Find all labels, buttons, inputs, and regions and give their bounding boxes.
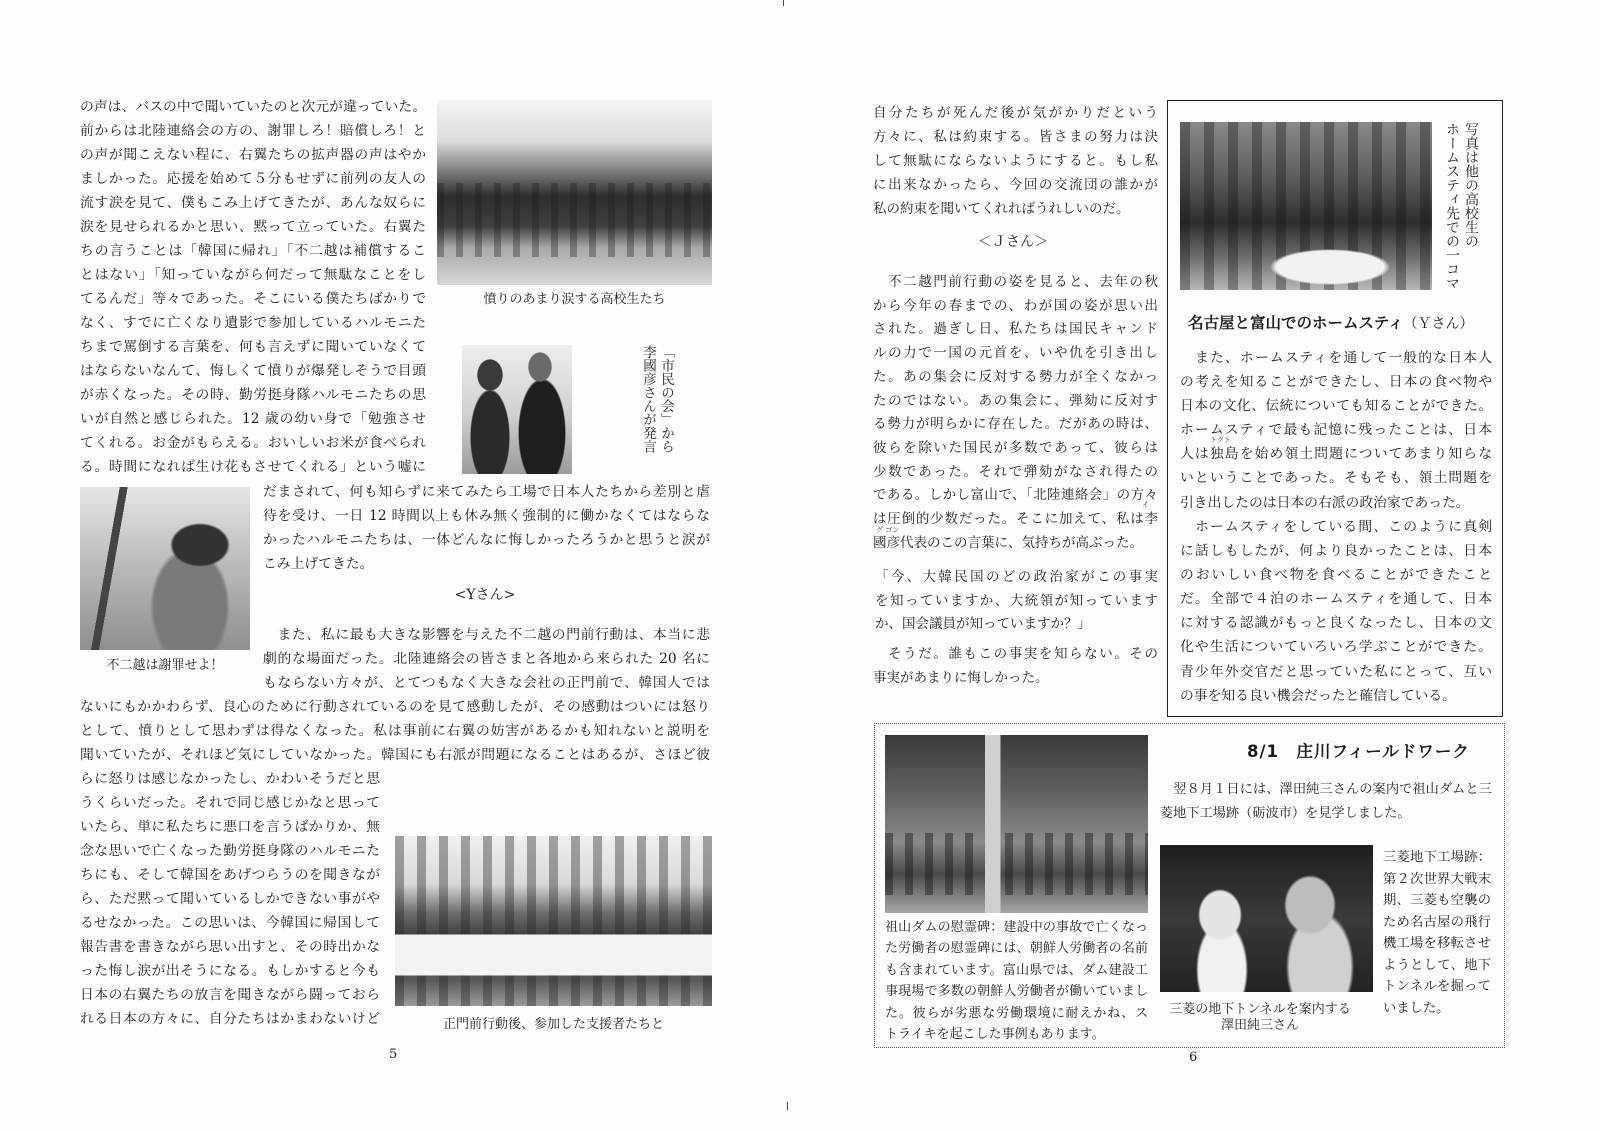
text-line: なく、すでに亡くなり遺影で参加しているハルモニた bbox=[80, 315, 426, 331]
photo-caption-protest: 不二越は謝罪せよ！ bbox=[106, 658, 224, 673]
article-text-block-d3 bbox=[875, 566, 1158, 637]
photo-caption-homestay-line: 写真は他の高校生の bbox=[1463, 122, 1479, 248]
text-line: 翌８月１日には、澤田純三さんの案内で祖山ダムと三 bbox=[1160, 782, 1492, 797]
photo-caption-speech bbox=[637, 345, 675, 460]
photo-homestay bbox=[1180, 122, 1432, 290]
text-line: 涙を見せられるかと思い、黙って立っていた。右翼た bbox=[80, 219, 426, 235]
text-line: 報告書を書きながら思い出すと、その時出かな bbox=[80, 939, 380, 955]
text-line: 劇的な場面だった。北陸連絡会の皆さまと各地から来られた 20 名に bbox=[263, 651, 710, 667]
text-line: てくれる。お金がもらえる。おいしいお米が食べられ bbox=[80, 435, 426, 451]
text-line: 彼らを除いた国民が多数であって、彼らは bbox=[873, 439, 1158, 456]
homestay-text-p2 bbox=[1180, 515, 1492, 708]
text-line: る。時間になれば生け花もさせてくれる」という嘘に bbox=[80, 459, 426, 475]
text-line: 少数であった。それで弾劾がなされ得たの bbox=[873, 463, 1158, 480]
text-line: らに怒りは感じなかったし、かわいそうだと思 bbox=[80, 771, 380, 787]
text-line: ましかった。応援を始めて５分もせずに前列の友人の bbox=[80, 171, 426, 187]
text-line: いが自然と感じられた。12 歳の幼い身で「勉強させ bbox=[80, 411, 426, 427]
text-line: のおいしい食べ物を食べることができたこと bbox=[1180, 567, 1492, 584]
text-line: 私の約束を聞いてくれればうれしいのだ。 bbox=[873, 201, 1130, 217]
tunnel-note bbox=[1383, 847, 1491, 1019]
crop-mark-top bbox=[783, 0, 784, 6]
text-line: もならない方々が、とてつもなく大きな会社の正門前で、韓国人では bbox=[263, 675, 710, 691]
text-line: たのではない。あの集会に、弾劾に反対す bbox=[873, 392, 1158, 409]
text-line: ため名古屋の飛行 bbox=[1383, 914, 1491, 930]
photo-crying-students bbox=[437, 100, 712, 285]
text-line: 事実があまりに悔しかった。 bbox=[873, 669, 1049, 686]
text-line: ホームスティで最も記憶に残ったことは、日本 bbox=[1180, 422, 1492, 439]
text-line: ホームスティをしている間、このように真剣 bbox=[1180, 519, 1492, 535]
text-line: 「今、大韓民国のどの政治家がこの事実 bbox=[875, 569, 1158, 585]
text-line: 菱地下工場跡（砺波市）を見学しました。 bbox=[1160, 805, 1411, 821]
ruby-annotation: グ ゴン bbox=[876, 526, 900, 534]
article-text-block-c2 bbox=[80, 695, 710, 767]
photo-caption-supporters: 正門前行動後、参加した支援者たちと bbox=[442, 1017, 664, 1032]
text-line: 人は独島を始め領土問題についてあまり知らな bbox=[1180, 446, 1492, 463]
text-line: ようとして、地下 bbox=[1383, 957, 1491, 973]
text-line: トンネルを掘って bbox=[1383, 979, 1491, 994]
photo-protest bbox=[80, 487, 250, 650]
text-line: 國彦代表のこの言葉に、気持ちが高ぶった。 bbox=[873, 534, 1143, 551]
fieldwork-intro bbox=[1160, 778, 1492, 825]
text-line: 聞いていたが、それほど気にしていなかった。韓国にも右派が問題になることはあるが、さほど彼 bbox=[80, 747, 710, 763]
article-text-block-d4 bbox=[873, 643, 1158, 690]
homestay-text-p1 bbox=[1180, 346, 1492, 515]
text-line: た労働者の慰霊碑には、朝鮮人労働者の名前 bbox=[885, 941, 1148, 957]
text-line: に出来なかったら、今回の交流団の誰かが bbox=[873, 177, 1158, 193]
text-line: また、ホームスティを通して一般的な日本人 bbox=[1180, 350, 1492, 366]
text-line: 念な思いで亡くなった勤労挺身隊のハルモニた bbox=[80, 843, 380, 859]
photo-caption-tunnel-line: 三菱の地下トンネルを案内する bbox=[1169, 1002, 1351, 1017]
text-line: 祖山ダムの慰霊碑：建設中の事故で亡くなっ bbox=[885, 920, 1148, 935]
text-line: た。あの集会に反対する勢力が全くなかっ bbox=[873, 368, 1158, 385]
photo-caption-tunnel bbox=[1160, 1002, 1360, 1034]
text-line: こみ上げてきた。 bbox=[263, 556, 374, 572]
text-line: 日本の文化、伝統についても知ることができた。 bbox=[1180, 398, 1492, 415]
crop-mark-bottom bbox=[787, 1102, 788, 1110]
text-line: 期、三菱も空襲の bbox=[1383, 893, 1491, 908]
photo-soyama-dam-memorial bbox=[885, 735, 1148, 913]
text-line: も含まれています。富山県では、ダム建設工 bbox=[885, 962, 1148, 978]
article-text-block-c3 bbox=[80, 767, 380, 1031]
text-line: 待を受け、一日 12 時間以上も休み無く強制的に働かなくてはならな bbox=[263, 508, 710, 524]
text-line: 機工場を移転させ bbox=[1383, 936, 1491, 951]
dam-caption bbox=[885, 917, 1148, 1045]
text-line: いということであった。そもそも、領土問題を bbox=[1180, 470, 1492, 487]
text-line: いました。 bbox=[1383, 1000, 1450, 1016]
text-line: れる日本の方々に、自分たちはかまわないけど bbox=[80, 1011, 380, 1027]
text-line: 化や生活についていろいろ学ぶことができた。 bbox=[1180, 639, 1492, 656]
text-line: うくらいだった。それで同じ感じかなと思って bbox=[80, 795, 380, 811]
text-line: が赤くなった。その時、勤労挺身隊ハルモニたちの思 bbox=[80, 387, 426, 403]
homestay-title bbox=[1188, 312, 1473, 335]
text-line: の声が聞こえない程に、右翼たちの拡声器の声はやか bbox=[80, 147, 426, 163]
text-line: に対する認識がもっと良くなったし、日本の文 bbox=[1180, 615, 1492, 632]
text-line: とはない」「知っていながら何だって無駄なことをし bbox=[80, 267, 426, 283]
text-line: った悔し涙が出そうになる。もしかすると今も bbox=[80, 963, 380, 979]
text-line: ちまで罵倒する言葉を、何も言えずに聞いていなくて bbox=[80, 339, 426, 355]
homestay-title-text: 名古屋と富山でのホームスティ bbox=[1188, 314, 1404, 332]
text-line: かったハルモニたちは、一体どんなに悔しかったろうかと思うと涙が bbox=[263, 532, 710, 548]
text-line: はならないなんて、悔しくて憤りが爆発しそうで目頭 bbox=[80, 363, 426, 379]
text-line: として、憤りとして思わずは得なくなった。私は事前に右翼の妨害があるかも知れないと説明を bbox=[80, 723, 710, 739]
text-line: だ。全部で４泊のホームスティを通して、日本 bbox=[1180, 591, 1492, 608]
fieldwork-heading: 8/1 庄川フィールドワーク bbox=[1247, 742, 1470, 761]
page-number: 6 bbox=[1189, 1050, 1198, 1065]
text-line: 引き出したのは日本の右派の政治家であった。 bbox=[1180, 494, 1470, 511]
text-line: ないにもかかわらず、良心のために行動されているのを見て感動したが、その感動はついには怒り bbox=[80, 699, 710, 715]
photo-caption-homestay-line: ホームスティ先での一コマ bbox=[1444, 122, 1460, 290]
text-line: 事現場で多数の朝鮮人労働者が働いていまし bbox=[885, 984, 1148, 1000]
ruby-annotation: イ bbox=[1142, 501, 1149, 509]
text-line: 自分たちが死んだ後が気がかりだという bbox=[873, 105, 1158, 121]
text-line: 流す涙を見て、僕もこみ上げてきたが、あんな奴らに bbox=[80, 195, 426, 211]
text-line: ら、ただ黙って聞いているしかできない事がや bbox=[80, 891, 380, 907]
text-line: ルの力で一国の元首を、いや仇を引き出し bbox=[873, 345, 1158, 362]
text-line: の声は、バスの中で聞いていたのと次元が違っていた。 bbox=[80, 99, 426, 115]
text-line: ちの言うことは「韓国に帰れ」「不二越は補償するこ bbox=[80, 243, 426, 259]
photo-speech bbox=[462, 345, 572, 474]
text-line: 日本の右翼たちの放言を聞きながら闘っておら bbox=[80, 987, 380, 1003]
photo-caption-crying-students: 憤りのあまり涙する高校生たち bbox=[483, 292, 666, 307]
text-line: か、国会議員が知っていますか？」 bbox=[875, 616, 1091, 633]
article-text-block-c1 bbox=[263, 623, 710, 695]
text-line: を知っていますか、大統領が知っています bbox=[875, 592, 1158, 609]
text-line: である。しかし富山で、「北陸連絡会」の方々 bbox=[873, 487, 1158, 504]
text-line: る勢力が明らかに存在した。だがあの時は、 bbox=[873, 416, 1158, 433]
text-line: 不二越門前行動の姿を見ると、去年の秋 bbox=[873, 274, 1158, 290]
photo-caption-homestay bbox=[1440, 122, 1480, 294]
homestay-title-author: （Ｙさん） bbox=[1403, 316, 1474, 332]
article-text-block-d1 bbox=[873, 101, 1158, 221]
speaker-label-y: <Yさん> bbox=[454, 587, 516, 603]
text-line: の事を知る良い機会だったと確信している。 bbox=[1180, 687, 1456, 704]
article-text-block-d2 bbox=[873, 271, 1158, 555]
text-line: そうだ。誰もこの事実を知らない。その bbox=[873, 646, 1158, 662]
text-line: の考えを知ることができたし、日本の食べ物や bbox=[1180, 374, 1492, 391]
text-line: された。過ぎし日、私たちは国民キャンド bbox=[873, 321, 1158, 338]
text-line: てるんだ」等々であった。そこにいる僕たちばかりで bbox=[80, 291, 426, 307]
text-line: 青少年外交官だと思っていた私にとって、互い bbox=[1180, 663, 1492, 680]
text-line: ちにも、そして韓国をあげつらうのを聞きなが bbox=[80, 867, 380, 883]
page-number: 5 bbox=[389, 1047, 398, 1062]
ruby-annotation: トクト bbox=[1210, 436, 1231, 444]
text-line: いたら、単に私たちに悪口を言うばかりか、無 bbox=[80, 819, 380, 835]
text-line: また、私に最も大きな影響を与えた不二越の門前行動は、本当に悲 bbox=[263, 627, 710, 643]
article-text-block-a bbox=[80, 95, 426, 479]
text-line: から今年の春までの、わが国の姿が思い出 bbox=[873, 297, 1158, 314]
text-line: トライキを起こした事例もあります。 bbox=[885, 1027, 1105, 1043]
text-line: 第２次世界大戦末 bbox=[1383, 871, 1491, 887]
text-line: は圧倒的少数だった。そこに加えて、私は李 bbox=[873, 511, 1158, 528]
text-line: るせなかった。この思いは、今韓国に帰国して bbox=[80, 915, 380, 931]
photo-caption-speech-line: 「市民の会」から bbox=[658, 345, 674, 453]
photo-mitsubishi-tunnel bbox=[1160, 845, 1373, 992]
photo-caption-tunnel-line: 澤田純三さん bbox=[1220, 1018, 1299, 1033]
photo-caption-speech-line: 李國彦さんが発言 bbox=[640, 345, 656, 453]
text-line: 三菱地下工場跡： bbox=[1383, 850, 1491, 865]
text-line: 方々に、私は約束する。皆さまの努力は決 bbox=[873, 129, 1158, 145]
article-text-block-b bbox=[263, 480, 710, 576]
photo-supporters bbox=[395, 836, 712, 1006]
text-line: して無駄にならないようにすると。もし私 bbox=[873, 153, 1158, 169]
speaker-label-j: ＜Ｊさん＞ bbox=[978, 234, 1048, 250]
text-line: に話しもしたが、何より良かったことは、日本 bbox=[1180, 543, 1492, 560]
text-line: 前からは北陸連絡会の方の、謝罪しろ！賠償しろ！と bbox=[80, 123, 426, 139]
text-line: だまされて、何も知らずに来てみたら工場で日本人たちから差別と虐 bbox=[263, 484, 710, 500]
text-line: た。彼らが劣悪な労働環境に耐えかね、ス bbox=[885, 1005, 1148, 1021]
